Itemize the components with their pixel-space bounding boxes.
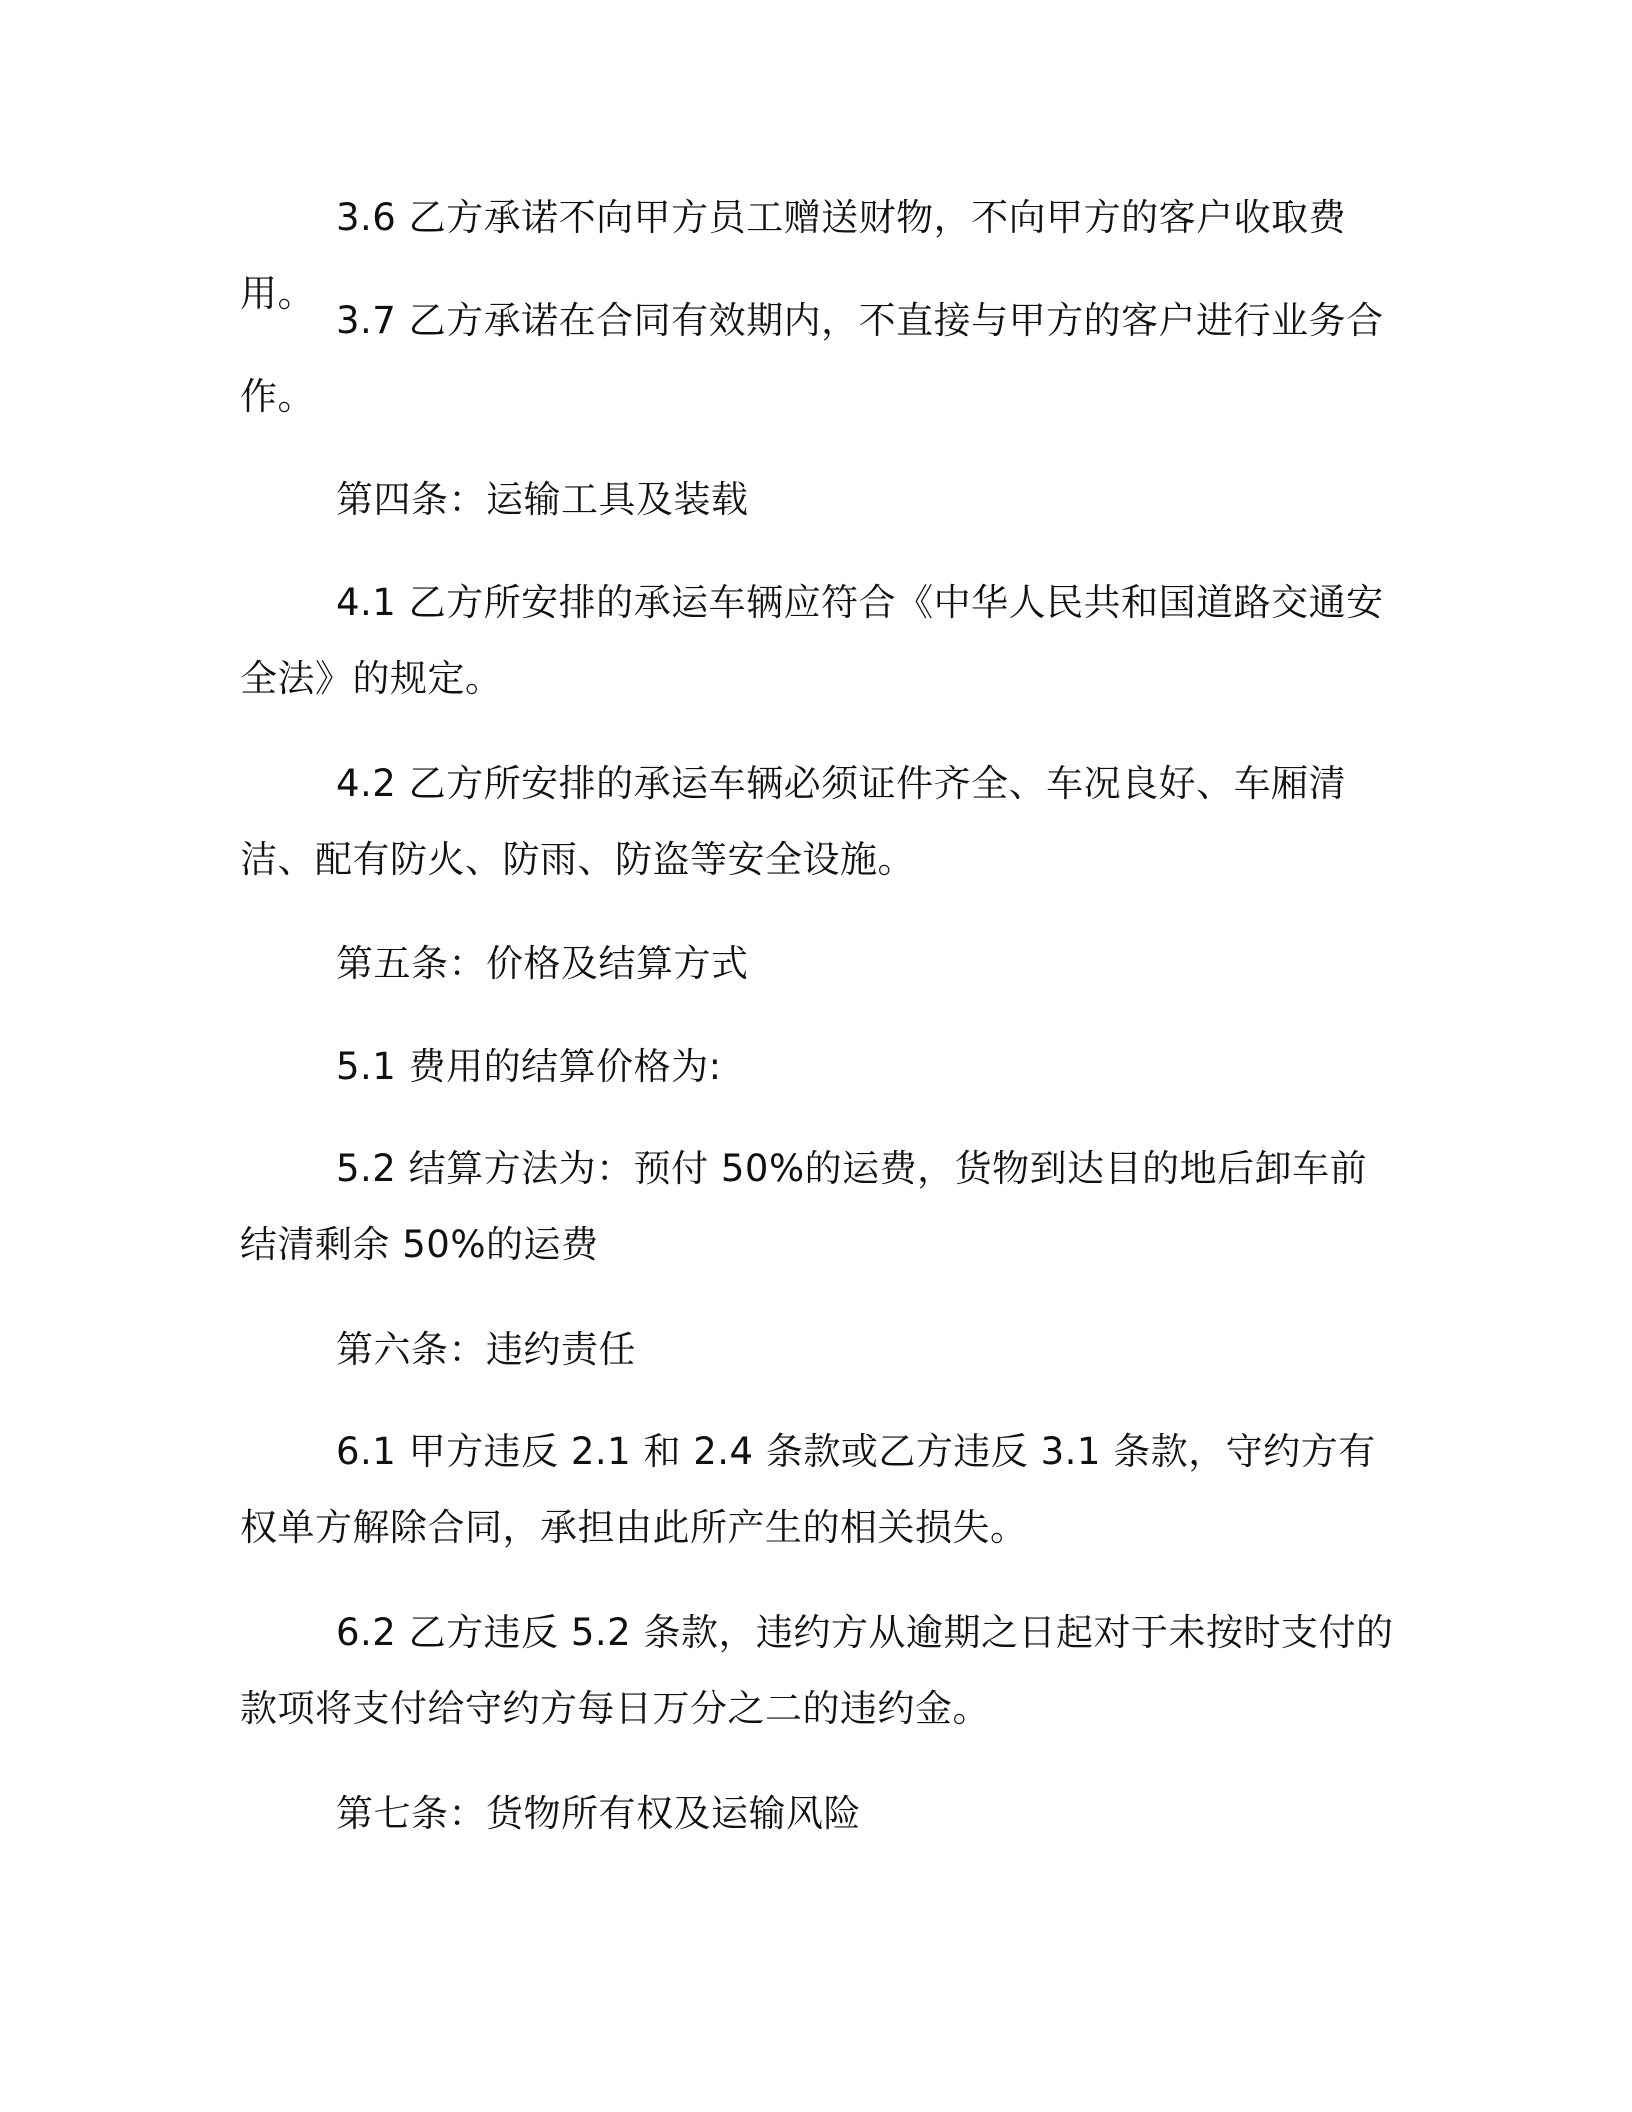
clause-4-1: 4.1 乙方所安排的承运车辆应符合《中华人民共和国道路交通安全法》的规定。	[240, 581, 1384, 700]
article-4-heading: 第四条：运输工具及装载	[336, 478, 749, 521]
article-6-heading: 第六条：违约责任	[336, 1328, 636, 1371]
article-7-heading: 第七条：货物所有权及运输风险	[336, 1792, 861, 1835]
clause-5-1: 5.1 费用的结算价格为:	[336, 1045, 722, 1088]
clause-4-2: 4.2 乙方所安排的承运车辆必须证件齐全、车况良好、车厢清洁、配有防火、防雨、防盗等安全设施。	[240, 762, 1347, 881]
clause-6-2: 6.2 乙方违反 5.2 条款，违约方从逾期之日起对于未按时支付的款项将支付给守约方每日万分之二的违约金。	[240, 1611, 1394, 1730]
clause-3-7: 3.7 乙方承诺在合同有效期内，不直接与甲方的客户进行业务合作。	[240, 299, 1384, 418]
clause-5-2: 5.2 结算方法为：预付 50%的运费，货物到达目的地后卸车前结清剩余 50%的运费	[240, 1147, 1368, 1266]
article-5-heading: 第五条：价格及结算方式	[336, 942, 749, 985]
clause-3-6: 3.6 乙方承诺不向甲方员工赠送财物，不向甲方的客户收取费用。	[240, 196, 1347, 315]
clause-6-1: 6.1 甲方违反 2.1 和 2.4 条款或乙方违反 3.1 条款，守约方有权单方解除合同，承担由此所产生的相关损失。	[240, 1430, 1376, 1549]
